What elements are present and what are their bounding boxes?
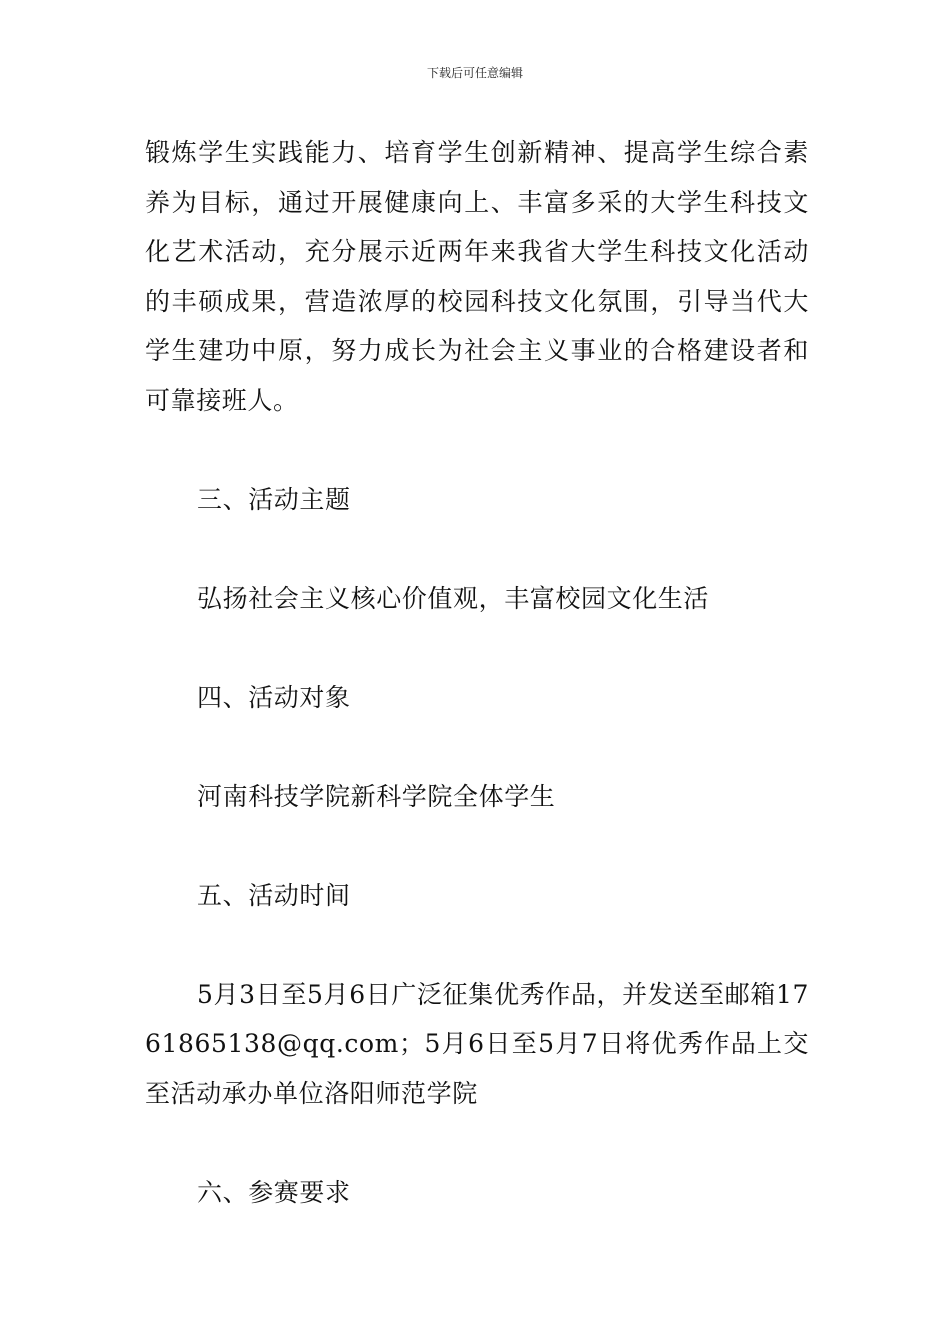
section-heading-theme: 三、活动主题	[197, 484, 351, 514]
spacer	[145, 524, 809, 574]
spacer	[145, 425, 809, 475]
spacer	[145, 1118, 809, 1168]
spacer	[145, 722, 809, 772]
section-heading-time: 五、活动时间	[197, 880, 351, 910]
section-heading-requirements: 六、参赛要求	[197, 1177, 351, 1207]
spacer	[145, 623, 809, 673]
section-text-theme: 弘扬社会主义核心价值观，丰富校园文化生活	[197, 583, 710, 613]
spacer	[145, 821, 809, 871]
section-heading-audience: 四、活动对象	[197, 682, 351, 712]
section-text-time: 5月3日至5月6日广泛征集优秀作品，并发送至邮箱1761865138@qq.com；5月6日至5月7日将优秀作品上交至活动承办单位洛阳师范学院	[145, 979, 809, 1108]
spacer	[145, 920, 809, 970]
section-text-audience: 河南科技学院新科学院全体学生	[197, 781, 556, 811]
intro-paragraph: 锻炼学生实践能力、培育学生创新精神、提高学生综合素养为目标，通过开展健康向上、丰富多采的大学生科技文化艺术活动，充分展示近两年来我省大学生科技文化活动的丰硕成果，营造浓厚的校园科技文化氛围，引导当代大学生建功中原，努力成长为社会主义事业的合格建设者和可靠接班人。	[145, 138, 809, 415]
document-body	[145, 128, 809, 1217]
page-header-note: 下载后可任意编辑	[426, 66, 523, 80]
